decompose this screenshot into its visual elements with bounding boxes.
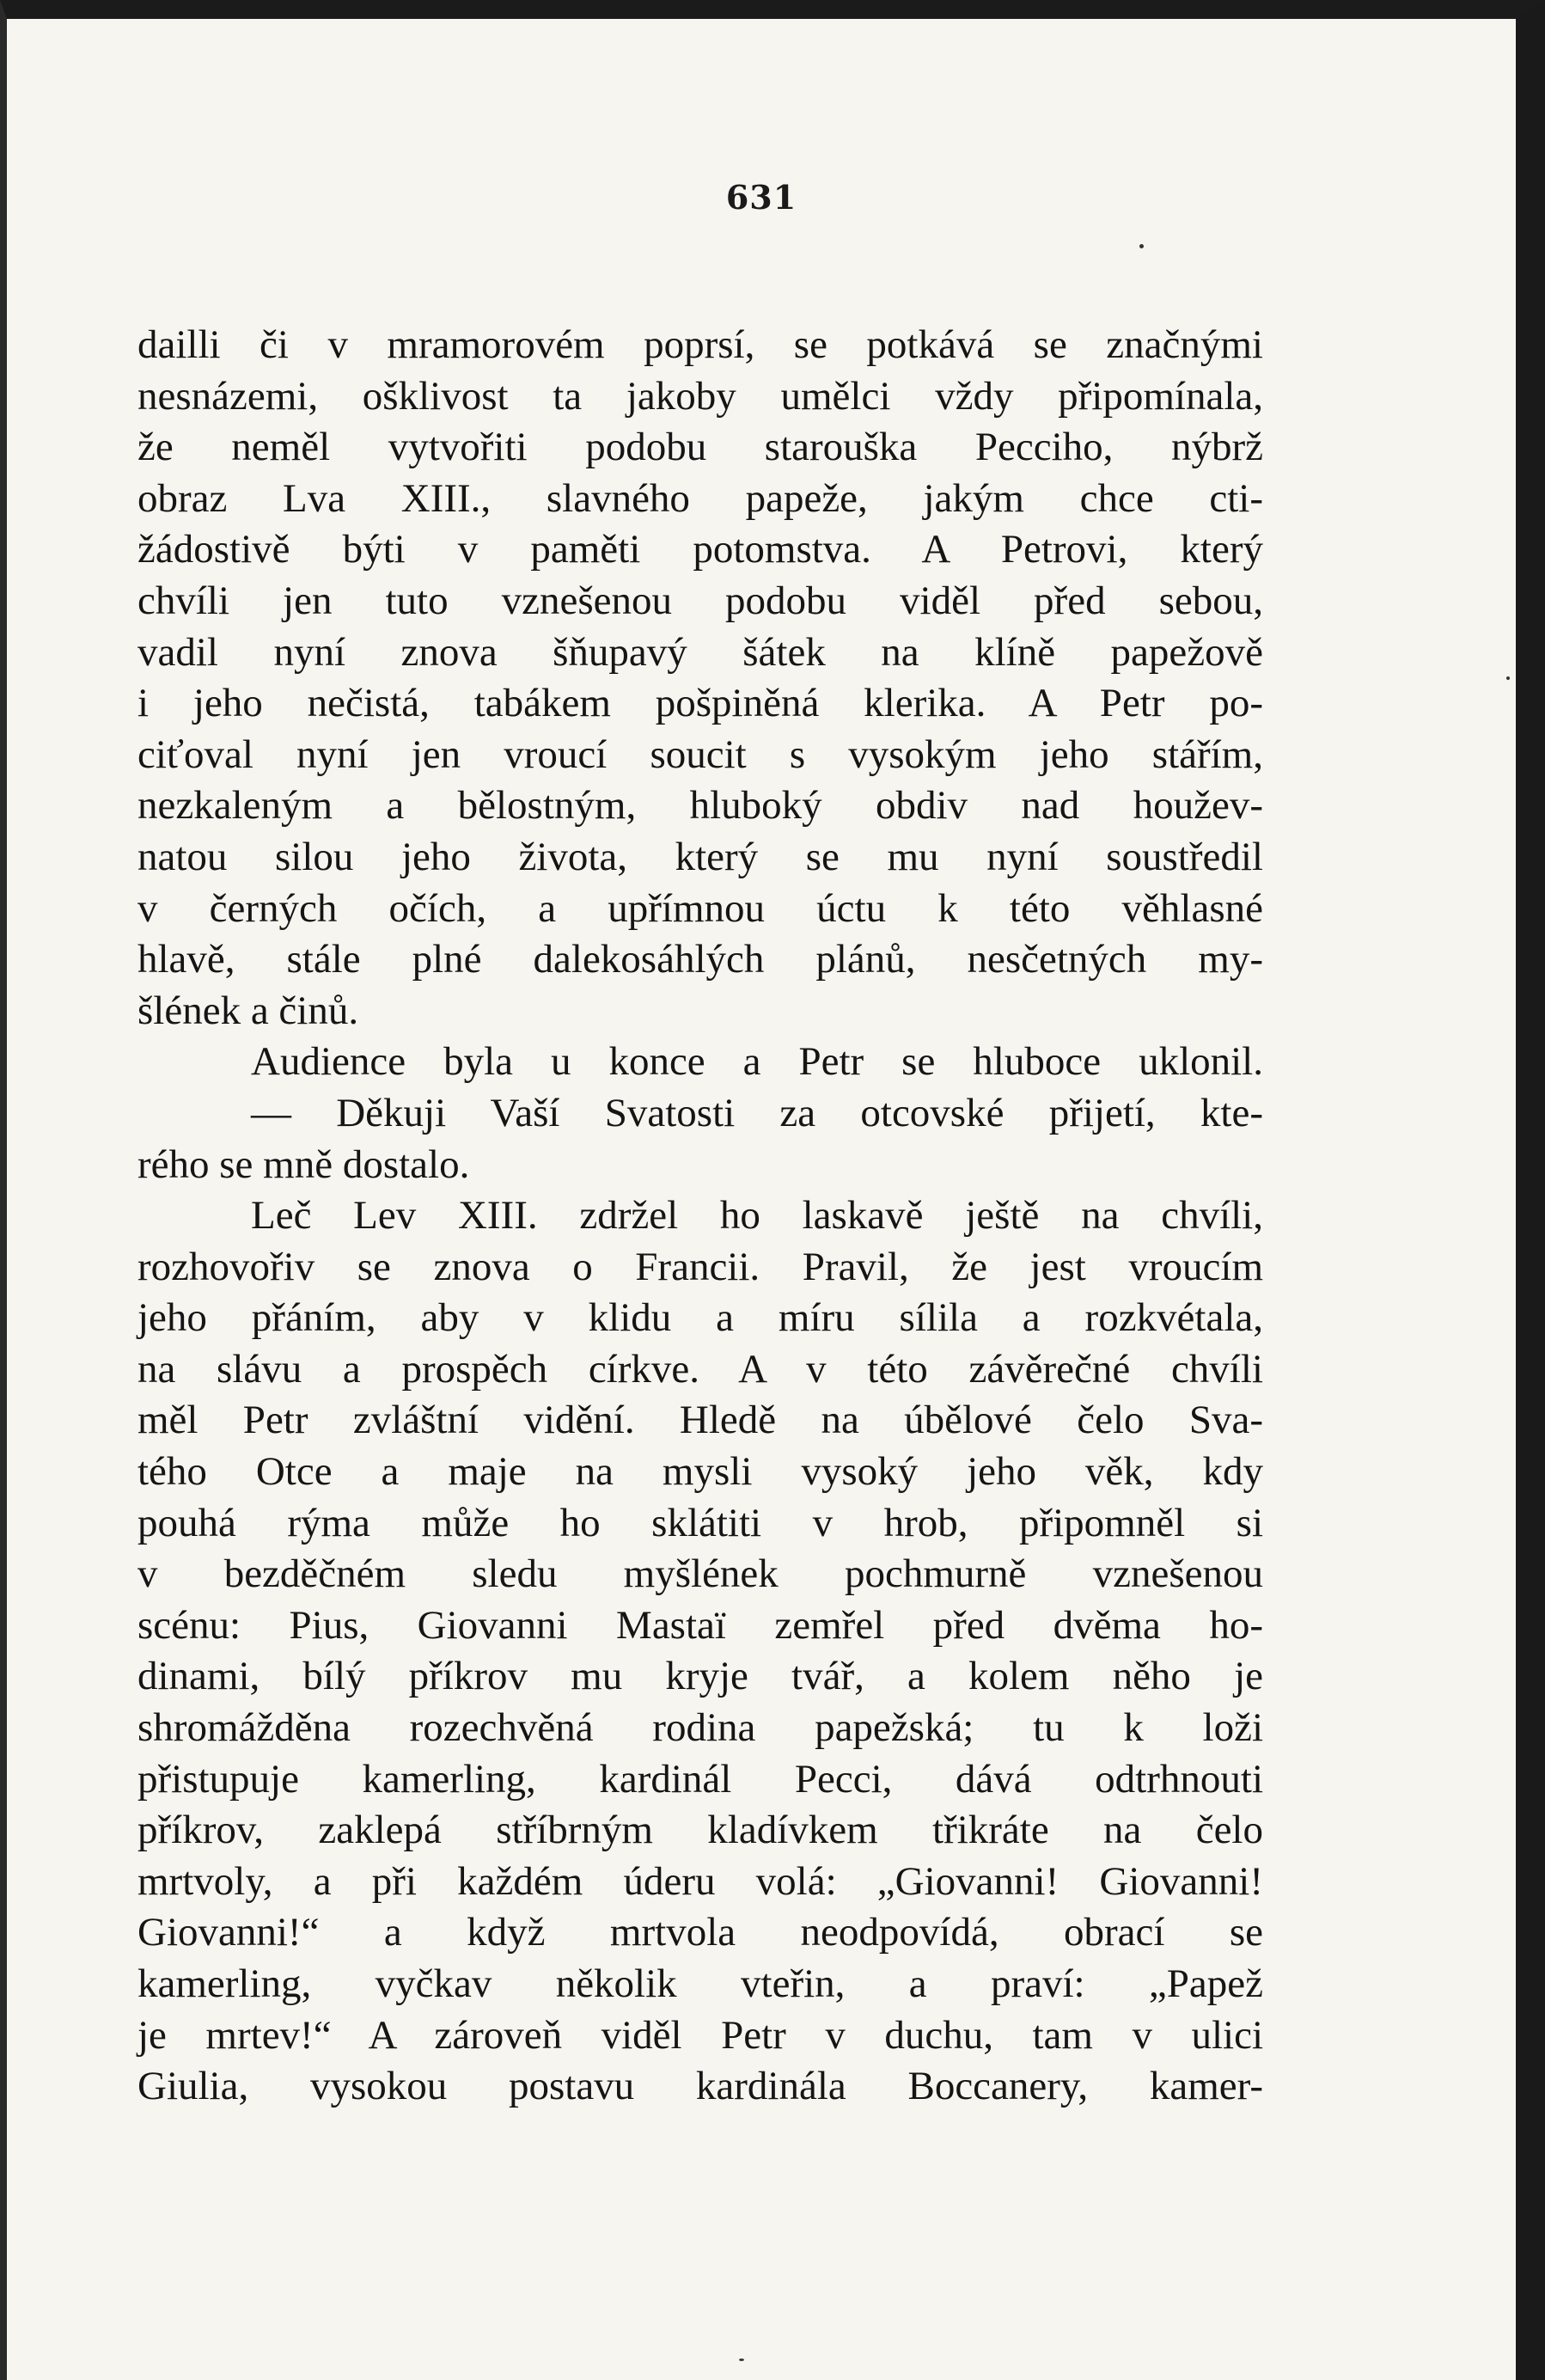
text-line: hlavě, stále plné dalekosáhlých plánů, nesčetných my- xyxy=(137,937,1263,982)
text-line: chvíli jen tuto vznešenou podobu viděl před sebou, xyxy=(137,578,1263,623)
scan-speck xyxy=(739,2359,744,2361)
scan-speck xyxy=(1139,244,1144,248)
text-line: Giulia, vysokou postavu kardinála Boccanery, kamer- xyxy=(137,2064,1263,2109)
text-line: v černých očích, a upřímnou úctu k této věhlasné xyxy=(137,885,1263,931)
text-line: v bezděčném sledu myšlének pochmurně vznešenou xyxy=(137,1551,1263,1597)
scan-speck xyxy=(1506,676,1510,680)
text-line: obraz Lva XIII., slavného papeže, jakým chce cti- xyxy=(137,475,1263,521)
text-line: pouhá rýma může ho sklátiti v hrob, připomněl si xyxy=(137,1500,1263,1545)
text-line: ciťoval nyní jen vroucí soucit s vysokým jeho stářím, xyxy=(137,731,1263,777)
text-line: žádostivě býti v paměti potomstva. A Petrovi, který xyxy=(137,527,1263,572)
text-line: i jeho nečistá, tabákem pošpiněná klerika. A Petr po- xyxy=(137,681,1263,726)
page-number: 631 xyxy=(725,178,797,217)
text-line: dailli či v mramorovém poprsí, se potkává se značnými xyxy=(137,322,1263,367)
text-line: scénu: Pius, Giovanni Mastaï zemřel před dvěma ho- xyxy=(137,1602,1263,1648)
text-line: přistupuje kamerling, kardinál Pecci, dává odtrhnouti xyxy=(137,1756,1263,1802)
text-line: vadil nyní znova šňupavý šátek na klíně papežově xyxy=(137,629,1263,675)
text-line: Giovanni!“ a když mrtvola neodpovídá, obrací se xyxy=(137,1910,1263,1955)
text-line: na slávu a prospěch církve. A v této závěrečné chvíli xyxy=(137,1346,1263,1392)
text-line: Audience byla u konce a Petr se hluboce uklonil. xyxy=(251,1039,1263,1085)
text-line: nesnázemi, ošklivost ta jakoby umělci vždy připomínala, xyxy=(137,373,1263,419)
text-line: rého se mně dostalo. xyxy=(137,1141,470,1187)
text-line: šlének a činů. xyxy=(137,988,359,1033)
text-line: je mrtev!“ A zároveň viděl Petr v duchu, tam v ulici xyxy=(137,2012,1263,2058)
text-line: natou silou jeho života, který se mu nyní soustředil xyxy=(137,834,1263,879)
text-line: dinami, bílý příkrov mu kryje tvář, a kolem něho je xyxy=(137,1654,1263,1699)
text-line: — Děkuji Vaší Svatosti za otcovské přijetí, kte- xyxy=(251,1090,1263,1135)
text-line: Leč Lev XIII. zdržel ho laskavě ještě na chvíli, xyxy=(251,1193,1263,1239)
text-line: tého Otce a maje na mysli vysoký jeho věk, kdy xyxy=(137,1449,1263,1495)
text-line: mrtvoly, a při každém úderu volá: „Giovanni! Giovanni! xyxy=(137,1858,1263,1904)
text-line: nezkaleným a bělostným, hluboký obdiv nad houžev- xyxy=(137,783,1263,829)
text-line: měl Petr zvláštní vidění. Hledě na úbělové čelo Sva- xyxy=(137,1398,1263,1443)
body-text xyxy=(137,320,1263,2113)
text-line: kamerling, vyčkav několik vteřin, a praví: „Papež xyxy=(137,1961,1263,2006)
text-line: rozhovořiv se znova o Francii. Pravil, že jest vroucím xyxy=(137,1244,1263,1289)
text-line: příkrov, zaklepá stříbrným kladívkem třikráte na čelo xyxy=(137,1808,1263,1853)
text-line: jeho přáním, aby v klidu a míru sílila a rozkvétala, xyxy=(137,1295,1263,1341)
text-line: shromážděna rozechvěná rodina papežská; tu k loži xyxy=(137,1705,1263,1751)
text-line: že neměl vytvořiti podobu starouška Pecciho, nýbrž xyxy=(137,425,1263,470)
